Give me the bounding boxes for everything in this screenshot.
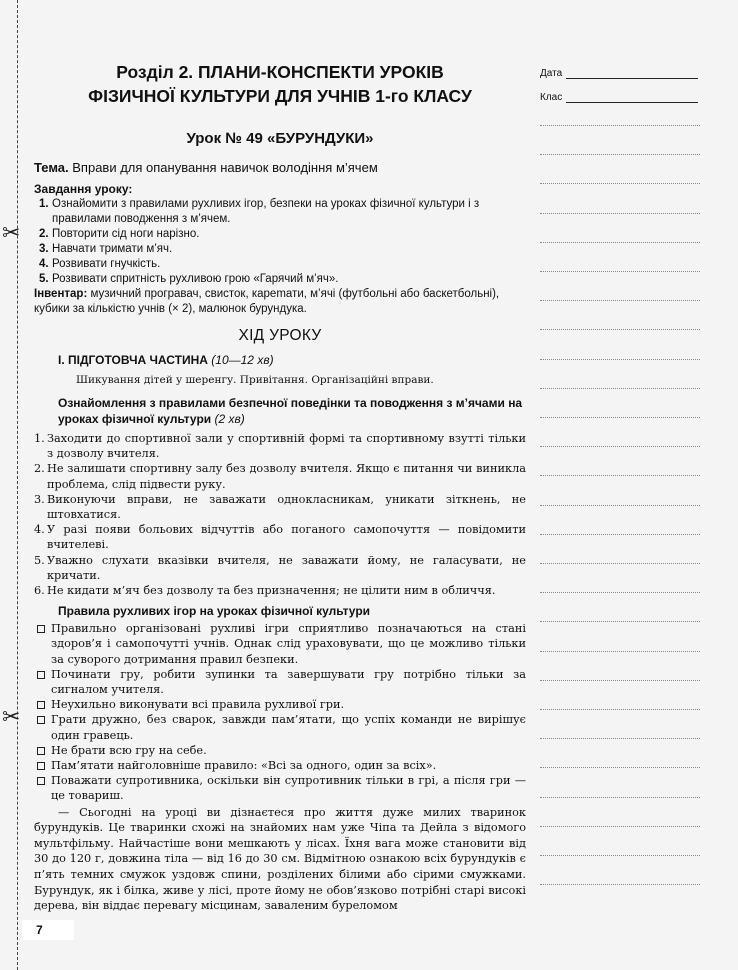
date-label: Дата [540,68,563,79]
square-bullet-icon [37,777,45,785]
game-rule-text: Поважати супротивника, оскільки він супротивник тільки в грі, а після гри — це товариш. [51,774,526,803]
title-line-2: ФІЗИЧНОЇ КУЛЬТУРИ ДЛЯ УЧНІВ 1-го КЛАСУ [88,86,472,106]
title-line-1: Розділ 2. ПЛАНИ-КОНСПЕКТИ УРОКІВ [116,62,444,82]
note-line [540,884,700,885]
note-line [540,592,700,593]
square-bullet-icon [37,671,45,679]
class-label: Клас [540,92,563,103]
task-item [34,197,526,227]
topic-label: Тема. [34,160,69,175]
task-text: Повторити сід ноги нарізно. [52,228,200,240]
note-line [540,213,700,214]
note-line [540,767,700,768]
safety-rule [34,431,526,461]
game-rule [34,758,526,773]
rule-number: 2. [34,462,45,476]
note-line [540,738,700,739]
task-text: Навчати тримати м’яч. [52,243,173,255]
task-text: Ознайомити з правилами рухливих ігор, безпеки на уроках фізичної культури і з правилами поводження з м’ячем. [52,198,480,225]
game-rule-text: Неухильно виконувати всі правила рухливої гри. [51,698,345,712]
safety-rule [34,583,526,598]
safety-rule [34,492,526,522]
game-rule [34,773,526,803]
inventory [34,287,526,317]
note-line [540,242,700,243]
note-line [540,417,700,418]
tasks-title: Завдання уроку: [34,182,133,196]
note-line [540,154,700,155]
square-bullet-icon [37,747,45,755]
task-text: Розвивати гнучкість. [52,258,161,270]
page-number-box [22,920,74,940]
note-line [540,388,700,389]
note-line [540,125,700,126]
date-field[interactable] [566,78,698,79]
task-item [34,257,526,272]
intro-text: Шикування дітей у шеренгу. Привітання. Організаційні вправи. [76,374,434,386]
note-line [540,329,700,330]
note-line [540,651,700,652]
game-rule [34,743,526,758]
main-content [34,60,526,914]
task-item [34,272,526,287]
safety-rules-list [34,431,526,598]
game-rule-text: Пам’ятати найголовніше правило: «Всі за одного, один за всіх». [51,759,437,773]
note-line [540,505,700,506]
rule-number: 1. [34,432,45,445]
scissors-icon: ✂ [2,220,21,245]
class-row [540,92,562,103]
task-number: 2. [39,228,49,240]
task-number: 3. [39,243,49,255]
rule-text: Заходити до спортивної зали у спортивній формі та спортивному взутті тільки з дозволу вчителя. [47,432,526,461]
note-line [540,534,700,535]
note-line [540,855,700,856]
page-title [34,60,526,108]
square-bullet-icon [37,625,45,633]
rule-text: Виконуючи вправи, не заважати однокласникам, уникати зіткнень, не штовхатися. [47,492,526,522]
note-line [540,359,700,360]
tasks-list [34,197,526,287]
safety-rule [34,522,526,552]
rule-text: У разі появи больових відчуттів або поганого самопочуття — повідомити вчителеві. [47,523,526,552]
game-rule [34,667,526,697]
note-line [540,621,700,622]
part-time: (10—12 хв) [207,353,274,367]
lesson-title: Урок № 49 «БУРУНДУКИ» [186,130,374,147]
safety-heading-text: Ознайомлення з правилами безпечної поведінки та поводження з м’ячами на уроках фізичної культури [58,396,523,426]
rule-text: Уважно слухати вказівки вчителя, не заважати йому, не галасувати, не кричати. [47,553,526,582]
safety-rule [34,461,526,491]
note-line [540,446,700,447]
rule-text: Не кидати м’яч без дозволу та без призначення; не цілити ним в обличчя. [47,584,496,598]
game-rules-list [34,621,526,803]
square-bullet-icon [37,762,45,770]
task-number: 4. [39,258,49,270]
game-rule-text: Не брати всю гру на себе. [51,743,207,757]
games-heading: Правила рухливих ігор на уроках фізичної культури [58,604,371,619]
safety-heading [58,395,526,427]
rule-number: 5. [34,553,45,567]
rule-number: 4. [34,523,45,537]
game-rule [34,697,526,712]
cut-line [17,0,18,970]
topic [34,159,526,177]
game-rule-text: Починати гру, робити зупинки та завершувати гру потрібно тільки за сигналом учителя. [51,667,526,697]
progress-title: ХІД УРОКУ [238,327,322,344]
game-rule [34,712,526,742]
note-line [540,680,700,681]
date-row [540,68,562,79]
safety-rule [34,553,526,583]
note-line [540,826,700,827]
rule-number: 6. [34,584,45,598]
task-item [34,242,526,257]
task-text: Розвивати спритність рухливою грою «Гарячий м’яч». [52,273,339,285]
game-rule-text: Правильно організовані рухливі ігри сприятливо позначаються на стані здоров’я і самопочутті учнів. Однак слід ураховувати, що це можливо тільки за суворого дотримання правил безпеки. [51,622,526,666]
note-line [540,475,700,476]
class-field[interactable] [566,102,698,103]
part-title-text: I. ПІДГОТОВЧА ЧАСТИНА [58,353,208,367]
page-number: 7 [36,923,43,937]
safety-time: (2 хв) [211,412,245,426]
note-line [540,563,700,564]
rule-text: Не залишати спортивну залу без дозволу вчителя. Якщо є питання чи виникла проблема, слід підвести руку. [47,462,526,491]
note-line [540,271,700,272]
game-rule [34,621,526,667]
square-bullet-icon [37,701,45,709]
note-line [540,709,700,710]
task-item [34,227,526,242]
story-paragraph: — Сьогодні на уроці ви дізнаєтеся про життя дуже милих тваринок бурундуків. Це тваринки схожі на знайомих нам уже Чіпа та Дейла з відомого мультфільму. Найчастіше вони мешкають у лісах. Їхня вага може становити від 30 до 120 г, довжина тіла — від 16 до 30 см. Відмітною ознакою всіх бурундуків є п’ять темних смужок уздовж спини, розділених білими або сірими смужками. Бурундук, як і білка, живе у лісі, проте йому не обов’язково потрібні старі високі дерева, він віддає перевагу місцинам, заваленим буреломом [34,805,526,913]
rule-number: 3. [34,492,45,506]
inventory-label: Інвентар: [34,288,88,300]
note-line [540,300,700,301]
game-rule-text: Грати дружно, без сварок, завжди пам’ятати, що успіх команди не вирішує один гравець. [51,713,526,742]
note-line [540,797,700,798]
square-bullet-icon [37,716,45,724]
topic-text: Вправи для опанування навичок володіння м’ячем [68,160,378,175]
part-title [58,352,526,368]
note-line [540,183,700,184]
inventory-text: музичний програвач, свисток, карemати, м’ячі (футбольні або баскетбольні), кубики за кількістю учнів (× 2), малюнок бурундука. [34,288,500,315]
task-number: 1. [39,198,49,210]
scissors-icon: ✂ [2,704,21,729]
task-number: 5. [39,273,49,285]
